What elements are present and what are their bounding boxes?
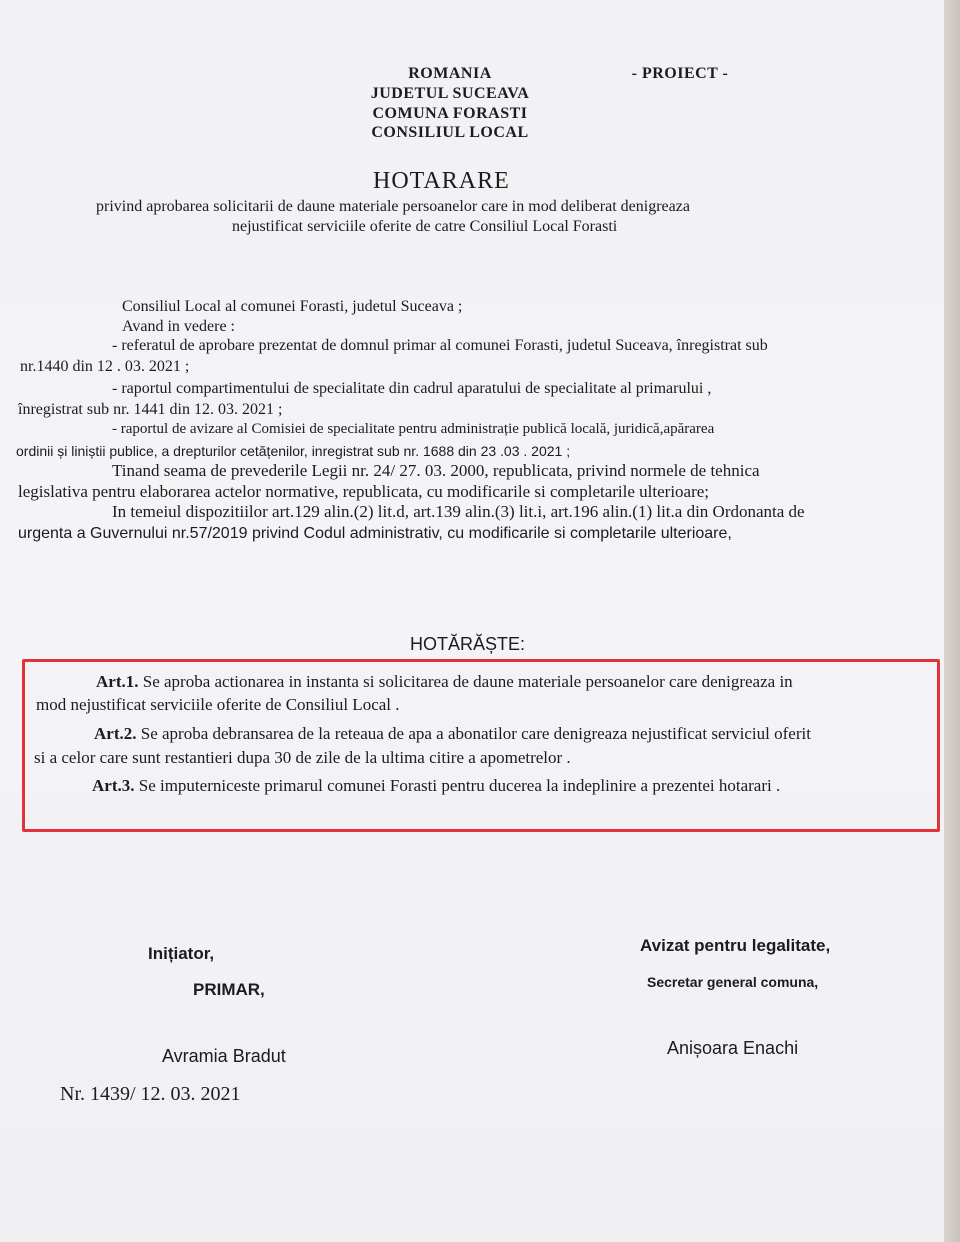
preamble-line: Avand in vedere : (122, 318, 235, 335)
page-edge-background (944, 0, 960, 1242)
preamble-line: Consiliul Local al comunei Forasti, judetul Suceava ; (122, 298, 463, 315)
decision-heading: HOTĂRĂȘTE: (410, 634, 526, 654)
title-subtitle-line2: nejustificat serviciile oferite de catre Consiliul Local Forasti (232, 218, 618, 235)
article-1-line1 (96, 672, 793, 692)
article-2-line1 (94, 724, 811, 744)
preamble-line: - raportul de avizare al Comisiei de specialitate pentru administrație publică locală, juridică,apărarea (112, 421, 715, 437)
mayor-name: Avramia Bradut (162, 1046, 286, 1066)
document-title: HOTARARE (373, 168, 510, 194)
preamble-line: In temeiul dispozitiilor art.129 alin.(2) lit.d, art.139 alin.(3) lit.i, art.196 alin.(1) lit.a din Ordonanta de (112, 502, 805, 521)
preamble-line: legislativa pentru elaborarea actelor normative, republicata, cu modificarile si completarile ulterioare; (18, 482, 710, 501)
article-label: Art.3. (92, 776, 135, 795)
preamble-line: nr.1440 din 12 . 03. 2021 ; (20, 358, 190, 375)
header-county: JUDETUL SUCEAVA (370, 85, 530, 102)
preamble-line: urgenta a Guvernului nr.57/2019 privind Codul administrativ, cu modificarile si completarile ulterioare, (18, 525, 732, 542)
article-2-line2: si a celor care sunt restantieri dupa 30 de zile de la ultima citire a apometrelor . (34, 748, 571, 767)
initiator-label: Inițiator, (148, 944, 215, 963)
article-text: Se aproba debransarea de la reteaua de apa a abonatilor care denigreaza nejustificat serviciul oferit (136, 724, 811, 743)
article-text: Se imputerniceste primarul comunei Forasti pentru ducerea la indeplinire a prezentei hotarari . (134, 776, 781, 795)
article-label: Art.1. (96, 672, 139, 691)
preamble-line: ordinii și liniștii publice, a drepturilor cetățenilor, inregistrat sub nr. 1688 din 23 .03 . 2021 ; (16, 443, 571, 459)
article-3-line1 (92, 776, 780, 796)
document-reference-number: Nr. 1439/ 12. 03. 2021 (60, 1083, 241, 1105)
article-1-line2: mod nejustificat serviciile oferite de Consiliul Local . (36, 695, 400, 714)
legality-label: Avizat pentru legalitate, (640, 936, 831, 955)
preamble-line: - referatul de aprobare prezentat de domnul primar al comunei Forasti, judetul Suceava, înregistrat sub (112, 337, 768, 354)
preamble-line: Tinand seama de prevederile Legii nr. 24/ 27. 03. 2000, republicata, privind normele de tehnica (112, 461, 760, 480)
preamble-line: - raportul compartimentului de specialitate din cadrul aparatului de specialitate al primarului , (112, 380, 712, 397)
mayor-label: PRIMAR, (193, 980, 265, 999)
header-council: CONSILIUL LOCAL (371, 124, 529, 141)
header-commune: COMUNA FORASTI (372, 105, 528, 122)
preamble-line: înregistrat sub nr. 1441 din 12. 03. 2021 ; (18, 401, 283, 418)
title-subtitle-line1: privind aprobarea solicitarii de daune materiale persoanelor care in mod deliberat denigreaza (96, 198, 690, 215)
secretary-name: Anișoara Enachi (667, 1038, 799, 1058)
secretary-label: Secretar general comuna, (647, 974, 819, 990)
project-label: - PROIECT - (631, 65, 729, 82)
header-country: ROMANIA (408, 65, 492, 82)
article-text: Se aproba actionarea in instanta si solicitarea de daune materiale persoanelor care denigreaza in (138, 672, 793, 691)
article-label: Art.2. (94, 724, 137, 743)
